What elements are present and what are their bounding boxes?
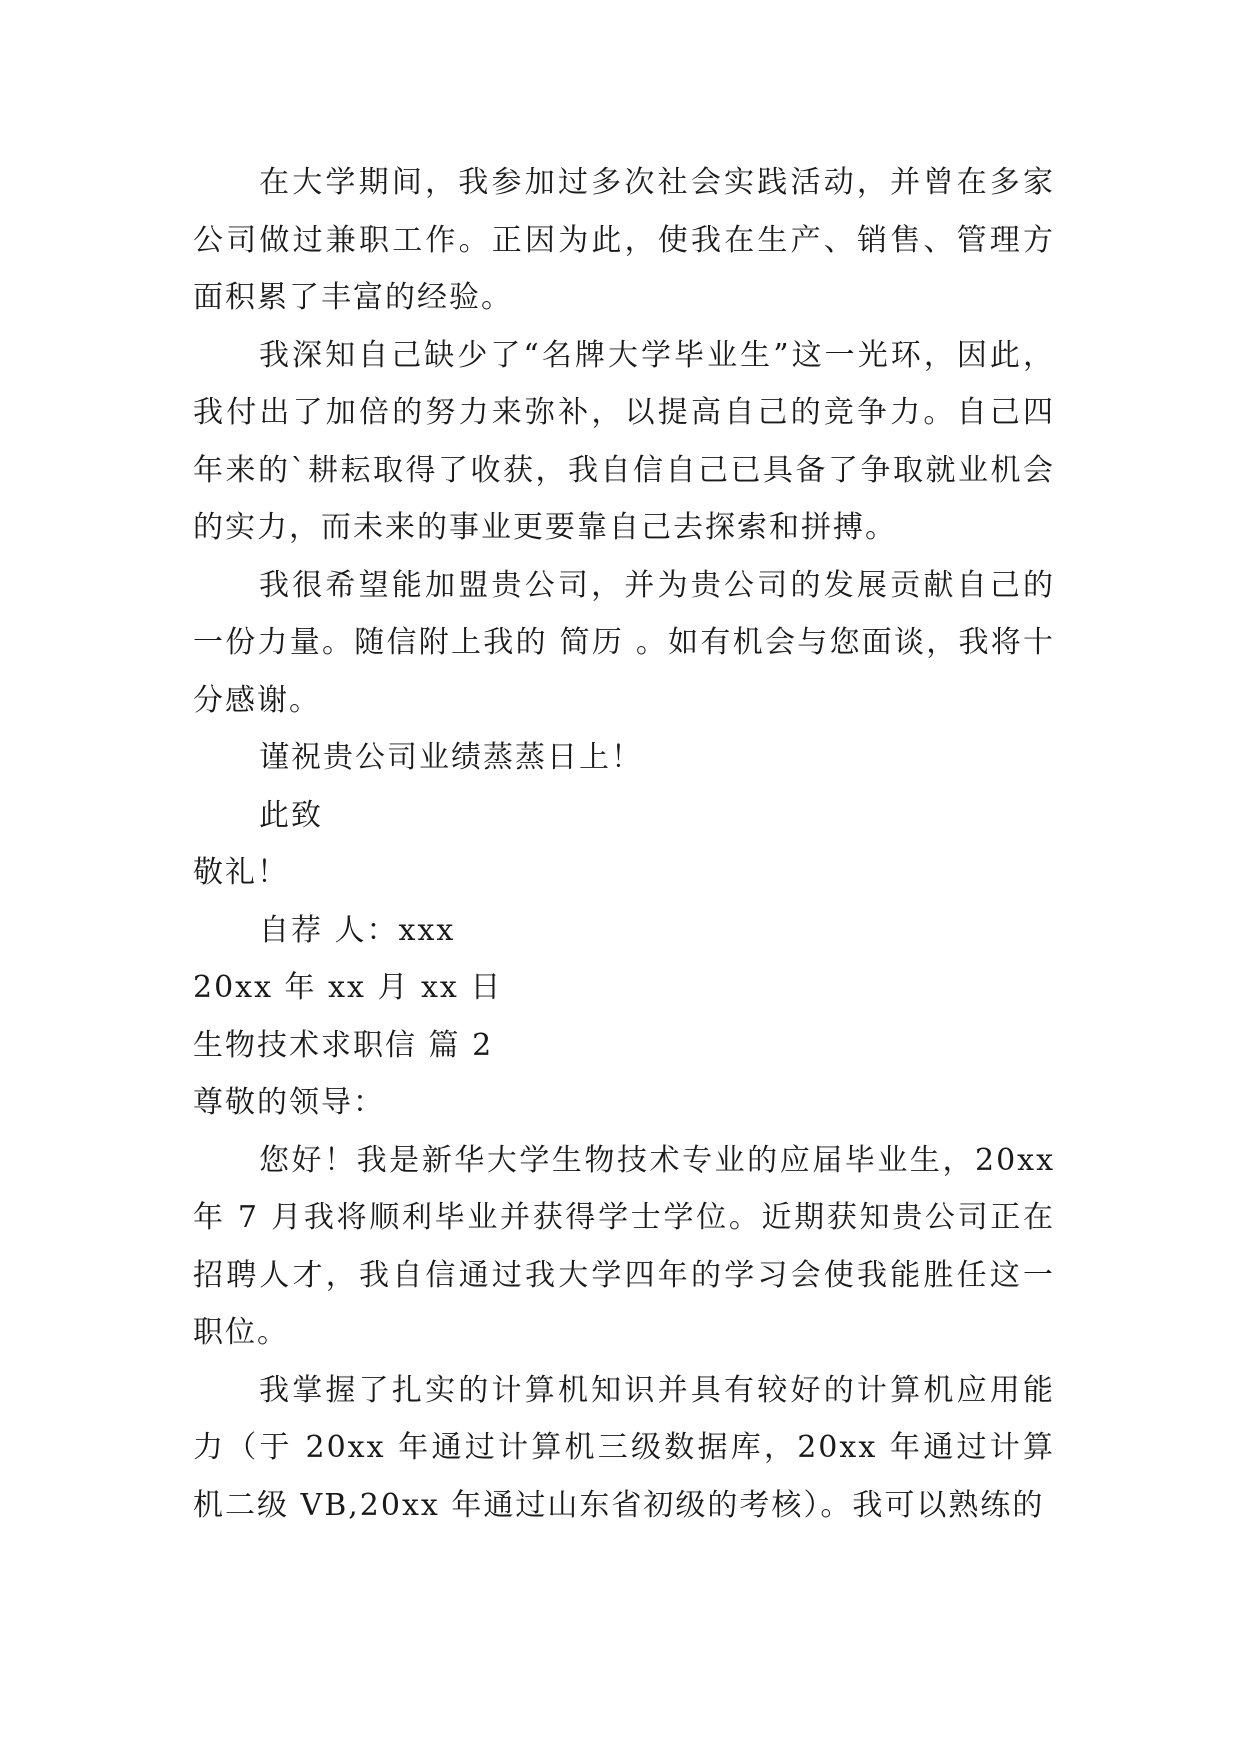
paragraph-hope-to-join: 我很希望能加盟贵公司，并为贵公司的发展贡献自己的一份力量。随信附上我的 简历 。如有机会与您面谈，我将十分感谢。 <box>193 567 1055 718</box>
paragraph-wishes: 谨祝贵公司业绩蒸蒸日上！ <box>259 740 643 775</box>
paragraph-introduction: 您好！我是新华大学生物技术专业的应届毕业生，20xx 年 7 月我将顺利毕业并获得学士学位。近期获知贵公司正在招聘人才，我自信通过我大学四年的学习会使我能胜任这一职位。 <box>193 1142 1067 1350</box>
signature-line: 自荐 人：xxx <box>259 912 456 948</box>
letter-body <box>193 154 1067 1534</box>
paragraph-computer-skills: 我掌握了扎实的计算机知识并具有较好的计算机应用能力（于 20xx 年通过计算机三级数据库，20xx 年通过计算机二级 VB,20xx 年通过山东省初级的考核）。我可以熟练的 <box>193 1372 1055 1523</box>
salutation: 尊敬的领导： <box>193 1085 385 1120</box>
paragraph-practice-experience: 在大学期间，我参加过多次社会实践活动，并曾在多家公司做过兼职工作。正因为此，使我在生产、销售、管理方面积累了丰富的经验。 <box>193 165 1055 315</box>
paragraph-effort: 我深知自己缺少了“名牌大学毕业生”这一光环，因此，我付出了加倍的努力来弥补，以提高自己的竞争力。自己四年来的`耕耘取得了收获，我自信自己已具备了争取就业机会的实力，而未来的事业更要靠自己去探索和拼搏。 <box>193 337 1055 545</box>
closing-jingli: 敬礼！ <box>193 855 289 890</box>
date-line: 20xx 年 xx 月 xx 日 <box>193 970 503 1005</box>
closing-cizhi: 此致 <box>259 797 323 833</box>
section-heading: 生物技术求职信 篇 2 <box>193 1027 494 1063</box>
